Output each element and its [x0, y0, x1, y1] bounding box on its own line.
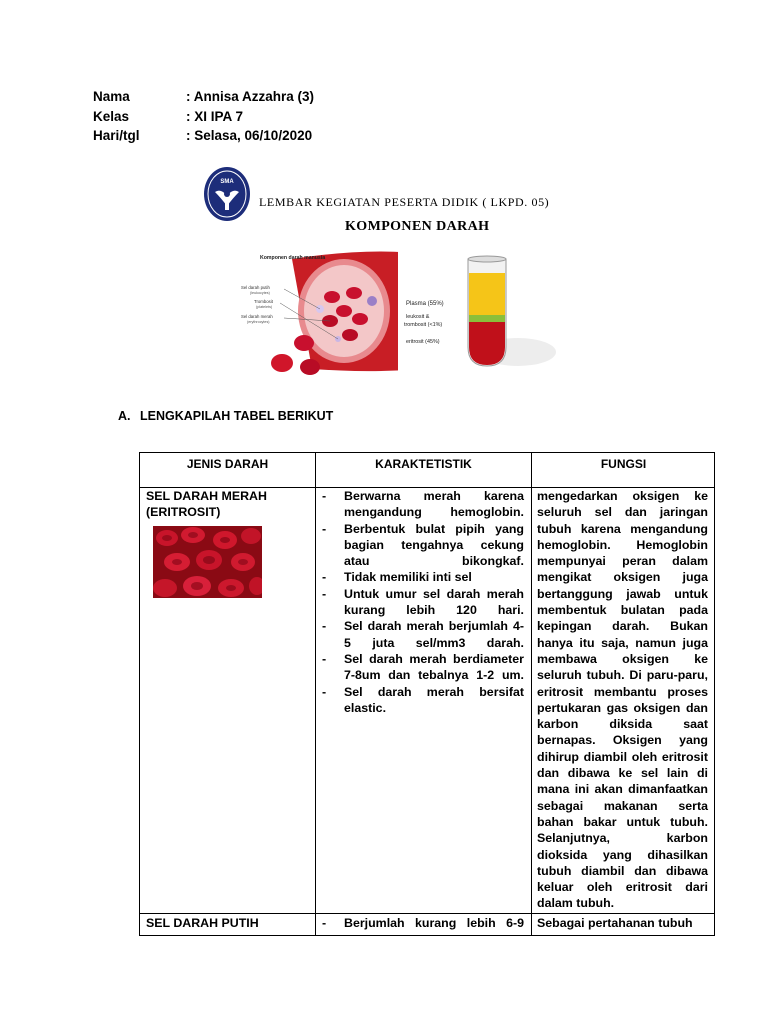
- list-item: - Sel darah merah berjumlah 4-5 juta sel/mm3 darah.: [322, 619, 524, 650]
- list-item: - Berwarna merah karena mengandung hemoglobin.: [322, 489, 524, 520]
- list-item: - Untuk umur sel darah merah kurang lebih 120 hari.: [322, 586, 524, 618]
- jenis-eritrosit: SEL DARAH MERAH (ERITROSIT): [146, 489, 267, 520]
- karakteristik-leukosit-list: [316, 915, 524, 931]
- list-item: - Berjumlah kurang lebih 6-9: [322, 916, 524, 930]
- fungsi-eritrosit: mengedarkan oksigen ke seluruh sel dan jaringan tubuh karena mengandung hemoglobin. Hemoglobin mempunyai peran dalam mengikat oksigen juga bertanggung jawab untuk membentuk bulatan pada kepingan darah. Bukan hanya itu saja, namun juga membawa oksigen ke seluruh tubuh. Di paru-paru, eritrosit membantu proses pertukaran gas oksigen dan karbon diksida saat bernapas. Oksigen yang dihirup diambil oleh eritrosit dan dibawa ke sel lain di mana ini akan dimanfaatkan sebagai makanan serta bahan bakar untuk tubuh. Selanjutnya, karbon dioksida yang dihasilkan tubuh diambil dan dibawa keluar oleh eritrosit dari dalam tubuh.: [537, 489, 708, 911]
- logo-text: SMA: [220, 179, 234, 185]
- list-item: - Tidak memiliki inti sel: [322, 570, 472, 585]
- header-value: : Annisa Azzahra (3): [186, 89, 315, 104]
- header-label: Hari/tgl: [93, 128, 140, 143]
- list-item: - Sel darah merah bersifat elastic.: [322, 684, 524, 715]
- plasma-layer: [469, 273, 505, 317]
- worksheet-title: LEMBAR KEGIATAN PESERTA DIDIK ( LKPD. 05): [259, 195, 550, 209]
- header-label: Nama: [93, 89, 130, 104]
- section-letter: A.: [118, 409, 131, 423]
- section-title: LENGKAPILAH TABEL BERIKUT: [140, 409, 334, 423]
- tube-label-trombosit: trombosit (<1%): [404, 322, 443, 328]
- header-fungsi: FUNGSI: [600, 457, 647, 471]
- header-label: Kelas: [93, 109, 130, 124]
- vessel-figure-title: Komponen darah manusia: [260, 255, 326, 261]
- test-tube-illustration: [398, 249, 563, 381]
- tube-label-leukosit: leukosit &: [406, 314, 430, 320]
- vessel-label-platelet: Trombosit: [254, 299, 273, 304]
- list-item: - Berbentuk bulat pipih yang bagian tengahnya cekung atau bikongkaf.: [322, 521, 524, 569]
- vessel-label-leukocyte: Sel darah putih: [241, 285, 270, 290]
- vessel-label-platelet-sub: (platelets): [256, 305, 273, 309]
- vessel-label-erythrocyte: Sel darah merah: [241, 314, 273, 319]
- erythrocyte-photo: [153, 526, 262, 598]
- tube-label-eritrosit: eritrosit (45%): [406, 339, 440, 345]
- buffy-coat-layer: [469, 315, 505, 322]
- rbc-layer: [469, 322, 505, 365]
- vessel-label-leukocyte-sub: (leukocytes): [250, 291, 270, 295]
- header-value: : Selasa, 06/10/2020: [186, 128, 313, 143]
- jenis-leukosit: SEL DARAH PUTIH: [146, 916, 259, 930]
- header-karakteristik: KARAKTETISTIK: [375, 457, 472, 471]
- header-value: : XI IPA 7: [186, 109, 244, 124]
- section-heading: [118, 409, 333, 423]
- fungsi-leukosit: Sebagai pertahanan tubuh: [537, 916, 693, 930]
- blood-table: [139, 452, 715, 936]
- list-item: - Sel darah merah berdiameter 7-8um dan tebalnya 1-2 um.: [322, 651, 524, 683]
- school-logo: [203, 166, 251, 222]
- vessel-label-erythrocyte-sub: (erythrocytes): [247, 320, 270, 324]
- header-jenis-darah: JENIS DARAH: [186, 457, 269, 471]
- karakteristik-eritrosit-list: [316, 488, 524, 716]
- tube-label-plasma: Plasma (55%): [406, 301, 444, 307]
- worksheet-subtitle: KOMPONEN DARAH: [345, 219, 490, 234]
